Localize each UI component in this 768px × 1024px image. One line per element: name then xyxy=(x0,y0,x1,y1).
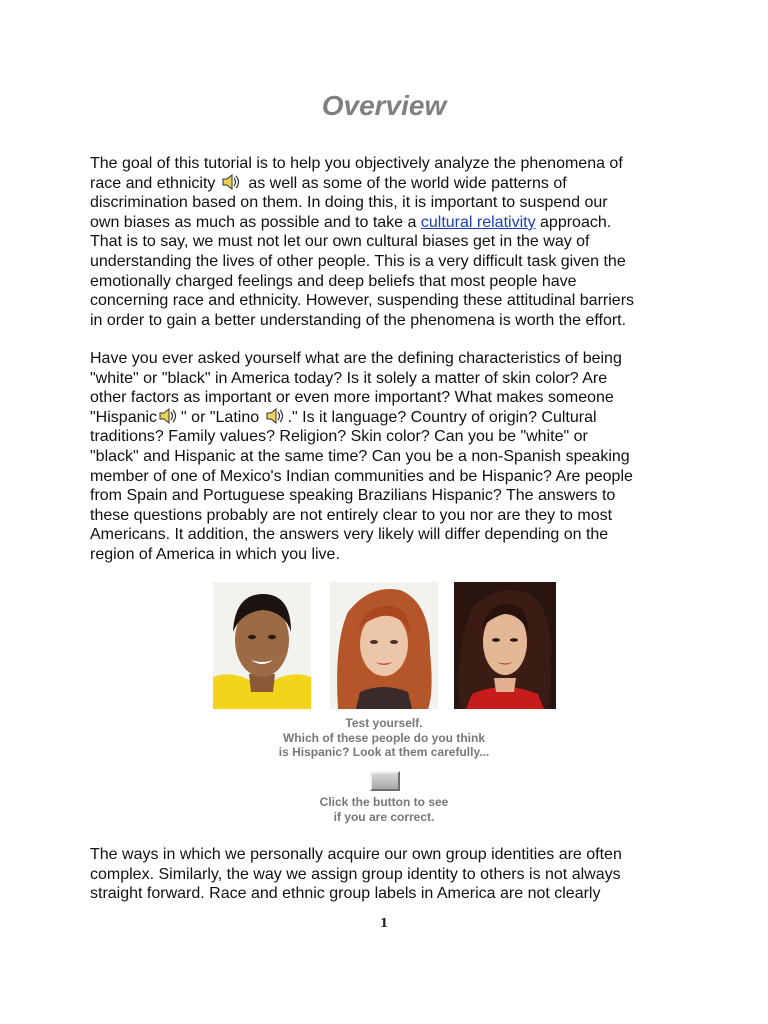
text-segment: approach. xyxy=(540,213,612,231)
page-title: Overview xyxy=(321,90,447,121)
quiz-caption xyxy=(0,716,768,760)
text-segment: as well as some of the world wide patterns of xyxy=(248,174,567,192)
caption-line: if you are correct. xyxy=(333,809,435,824)
audio-speaker-icon[interactable] xyxy=(159,408,179,424)
caption-line: Which of these people do you think xyxy=(282,730,485,745)
portrait-photo-2 xyxy=(330,582,438,709)
check-answer-button[interactable] xyxy=(370,771,400,791)
text-line: region of America in which you live. xyxy=(90,545,340,563)
audio-speaker-icon[interactable] xyxy=(266,408,286,424)
text-line: in order to gain a better understanding of the phenomena is worth the effort. xyxy=(90,311,627,329)
text-line: straight forward. Race and ethnic group labels in America are not clearly xyxy=(90,885,601,903)
cultural-relativity-link[interactable]: cultural relativity xyxy=(420,213,536,231)
portrait-gallery xyxy=(0,582,768,710)
text-line: these questions probably are not entirely clear to you nor are they to most xyxy=(90,506,613,524)
text-line: The ways in which we personally acquire our own group identities are often xyxy=(90,846,622,863)
text-segment: " or "Latino xyxy=(181,408,260,426)
audio-speaker-icon[interactable] xyxy=(222,174,242,190)
text-segment: ." Is it language? Country of origin? Cultural xyxy=(287,408,597,426)
text-segment: "Hispanic xyxy=(90,408,158,426)
text-line: Have you ever asked yourself what are the defining characteristics of being xyxy=(90,350,622,367)
text-line: from Spain and Portuguese speaking Brazilians Hispanic? The answers to xyxy=(90,487,616,505)
text-line: other factors as important or even more important? What makes someone xyxy=(90,389,614,407)
text-line: traditions? Family values? Religion? Skin color? Can you be "white" or xyxy=(90,428,588,446)
text-line: "white" or "black" in America today? Is it solely a matter of skin color? Are xyxy=(90,369,608,387)
portrait-photo-1 xyxy=(213,582,311,709)
text-line: complex. Similarly, the way we assign group identity to others is not always xyxy=(90,865,621,883)
caption-line: Test yourself. xyxy=(345,716,423,730)
text-line: understanding the lives of other people. This is a very difficult task given the xyxy=(90,252,626,270)
text-line: That is to say, we must not let our own cultural biases get in the way of xyxy=(90,233,590,251)
text-line: concerning race and ethnicity. However, suspending these attitudinal barriers xyxy=(90,292,635,310)
text-line xyxy=(90,213,690,233)
questions-paragraph xyxy=(90,349,690,565)
identity-paragraph xyxy=(90,845,690,904)
text-line: Americans. It addition, the answers very likely will differ depending on the xyxy=(90,526,609,544)
caption-line: Click the button to see xyxy=(319,795,449,809)
page-number: 1 xyxy=(379,916,389,930)
caption-line: is Hispanic? Look at them carefully... xyxy=(278,745,490,759)
text-line xyxy=(90,174,690,194)
button-caption xyxy=(0,795,768,824)
portrait-photo-3 xyxy=(454,582,556,709)
text-line: The goal of this tutorial is to help you objectively analyze the phenomena of xyxy=(90,155,623,172)
text-line: member of one of Mexico's Indian communities and be Hispanic? Are people xyxy=(90,467,633,485)
text-segment: own biases as much as possible and to take a xyxy=(90,213,417,231)
text-line: "black" and Hispanic at the same time? Can you be a non-Spanish speaking xyxy=(90,447,630,465)
text-line xyxy=(90,408,690,428)
text-line: discrimination based on them. In doing this, it is important to suspend our xyxy=(90,194,608,212)
intro-paragraph xyxy=(90,154,690,330)
text-line: emotionally charged feelings and deep beliefs that most people have xyxy=(90,272,577,290)
text-segment: race and ethnicity xyxy=(90,174,216,192)
